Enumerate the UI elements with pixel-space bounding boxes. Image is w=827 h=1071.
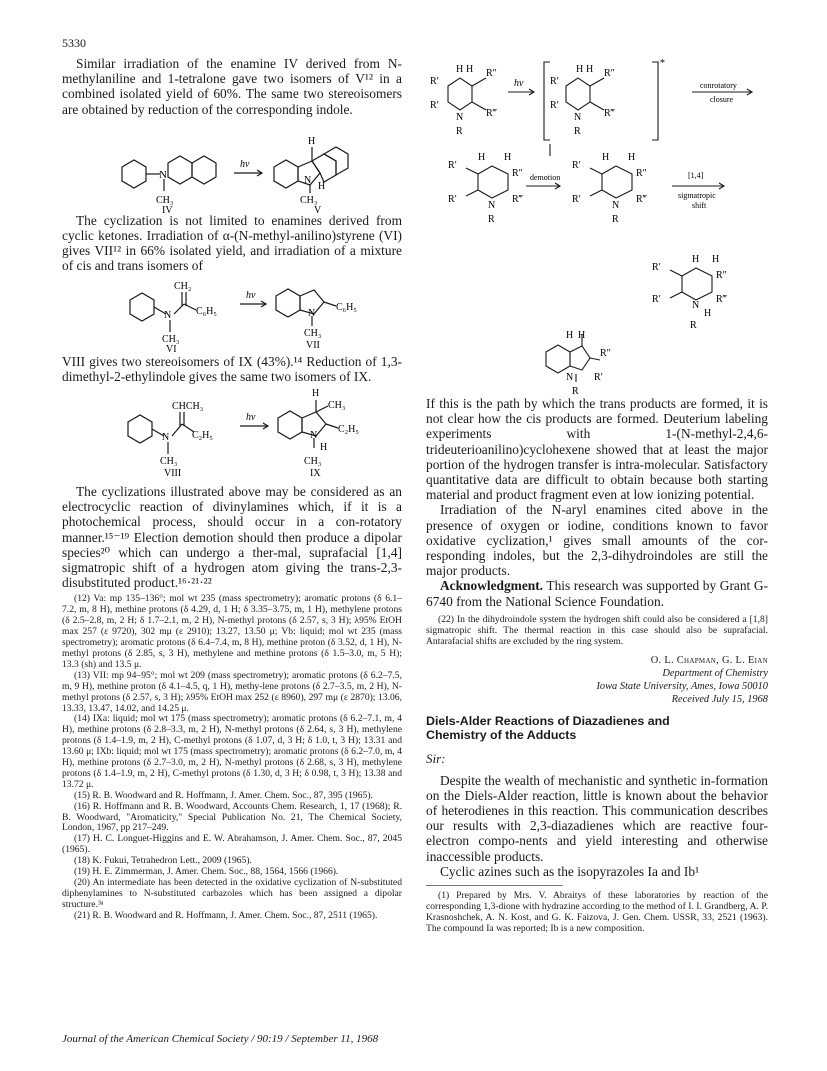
scheme-ex-n: N xyxy=(574,112,582,123)
salutation: Sir: xyxy=(426,750,446,766)
fig1-n-left: N xyxy=(159,168,167,181)
fig2-c6h5-right: C₆H₅ xyxy=(336,301,357,313)
scheme-r3-r: R xyxy=(690,320,697,331)
scheme-shift14: [1,4] xyxy=(688,171,704,180)
footnote-18: (18) K. Fukui, Tetrahedron Lett., 2009 (1965). xyxy=(74,855,252,867)
left-paragraph-4: The cyclizations illustrated above may be considered as an electrocyclic reaction of divinylamines which, if it is a photochemical process, should occur in a con-rotatory manner.¹⁵⁻¹⁹ Election demotion should then produce a dipolar species²⁰ which can undergo a ther-mal, suprafacial [1,4] sigmatropic shift of a hydrogen atom giving the trans-2,3-disubstituted product.¹⁶·²¹·²² xyxy=(62,484,402,591)
fig1-ch3-left: CH₃ xyxy=(156,194,174,206)
mechanism-scheme xyxy=(426,56,768,396)
right-paragraph-1: If this is the path by which the trans products are formed, it is not clear how the cis products are formed. Deuterium labeling experiments with 1-(N-methyl-2,4,6-trideuterioanilino)cyclohexene showed that at least the major portion of the hydrogen transfer is intra-molecular. Satisfactory quantitative data are difficult to obtain because both starting material and product fragment even at low ionizing potential. xyxy=(426,396,768,503)
scheme-r2-rprime: R′ xyxy=(448,160,457,171)
scheme-r3-rprime-b: R′ xyxy=(652,294,661,305)
scheme-r4-rprime: R′ xyxy=(594,372,603,383)
scheme-excited-star: * xyxy=(660,58,665,69)
scheme-closure: closure xyxy=(710,95,734,104)
footnote-15: (15) R. B. Woodward and R. Hoffmann, J. Amer. Chem. Soc., 87, 395 (1965). xyxy=(74,789,373,801)
fig3-ch3-left: CH₃ xyxy=(160,456,178,468)
scheme-ex-rtprime: R‴ xyxy=(604,108,615,119)
scheme-r1-rprime-b: R′ xyxy=(430,100,439,111)
journal-footer: Journal of the American Chemical Society / 90:19 / September 11, 1968 xyxy=(62,1033,379,1045)
scheme-r4-h1: H xyxy=(566,330,574,341)
acknowledgment-text: This research was supported by Grant G-6740 from the National Science Foundation. xyxy=(426,578,768,609)
scheme-hv: hν xyxy=(514,78,524,89)
scheme-demotion: demotion xyxy=(530,173,561,182)
article-title-line-2: Chemistry of the Adducts xyxy=(426,728,577,743)
figure-iv-to-v xyxy=(62,117,402,213)
scheme-r2b-r: R xyxy=(612,214,619,225)
fig1-n-right: N xyxy=(304,174,312,186)
fig2-label-vi: VI xyxy=(166,343,177,354)
scheme-r2b-h2: H xyxy=(628,152,636,163)
scheme-r2b-rprime-b: R′ xyxy=(572,194,581,205)
fig1-hv: hν xyxy=(240,158,250,170)
footnote-1: (1) Prepared by Mrs. V. Abraitys of these laboratories by reaction of the corresponding 1,3-dione with hydrazine according to the method of I. I. Grandberg, A. P. Krasnoshchek, A. N. Kost, and G. K. Faizova, J. Gen. Chem. USSR, 33, 2521 (1963). The compound Ia was reported; Ib is a new composition. xyxy=(426,889,768,934)
fig2-ch2: CH₂ xyxy=(174,280,192,292)
scheme-r2-n: N xyxy=(488,200,496,211)
acknowledgment-label: Acknowledgment. xyxy=(440,578,544,594)
fig1-h-top: H xyxy=(308,135,316,147)
fig3-c2h5-right: C₂H₅ xyxy=(338,424,359,436)
authors: O. L. Chapman, G. L. Eian xyxy=(650,654,768,666)
scheme-r2b-rdprime: R″ xyxy=(636,168,647,179)
fig2-ch3-left: CH₃ xyxy=(162,333,180,345)
university: Iowa State University, Ames, Iowa 50010 xyxy=(596,680,768,692)
scheme-ex-rprime-b: R′ xyxy=(550,100,559,111)
scheme-ex-r: R xyxy=(574,126,581,137)
footnote-16: (16) R. Hoffmann and R. B. Woodward, Accounts Chem. Research, 1, 17 (1968); R. B. Woodward, "Aromaticity," Special Publication No. 21, The Chemical Society, London, 1967, pp 217–249. xyxy=(62,800,402,834)
fig3-chch3: CHCH₃ xyxy=(172,401,204,413)
scheme-r2-rdprime: R″ xyxy=(512,168,523,179)
fig3-ch3-top: CH₃ xyxy=(328,400,346,412)
scheme-ex-rprime: R′ xyxy=(550,76,559,87)
scheme-shift: shift xyxy=(692,201,707,210)
scheme-r1-rdprime: R″ xyxy=(486,68,497,79)
acknowledgment xyxy=(426,578,768,608)
fig1-label-iv: IV xyxy=(162,204,173,213)
footnote-19: (19) H. E. Zimmerman, J. Amer. Chem. Soc., 88, 1564, 1566 (1966). xyxy=(74,866,339,878)
fig3-c2h5-left: C₂H₅ xyxy=(192,430,213,442)
scheme-r2b-rtprime: R‴ xyxy=(636,194,647,205)
fig3-hv: hν xyxy=(246,412,256,424)
scheme-r3-rdprime: R″ xyxy=(716,270,727,281)
fig1-label-v: V xyxy=(314,204,322,213)
scheme-r1-n: N xyxy=(456,112,464,123)
left-paragraph-1: Similar irradiation of the enamine IV derived from N-methylaniline and 1-tetralone gave two isomers of V¹² in a combined isolated yield of 60%. The same two stereoisomers are obtained by reduction of the corresponding indole. xyxy=(62,56,402,117)
fig2-hv: hν xyxy=(246,289,256,301)
footnote-12: (12) Va: mp 135–136°; mol wt 235 (mass spectrometry); aromatic protons (δ 6.1–7.2, m, 8 H), methine protons (δ 4.29, d, 1 H; δ 3.35–3.75, m, 1 H), methylene protons (δ 2.5–2.8, m, 2 H; δ 1.7–2.1, m, 2 H), N-methyl protons (δ 2.57, s, 3 H); λ95% EtOH max 257 (ε 9720), 302 mμ (ε 2910); 13.27, 13.50 μ; Vb: liquid; mol wt 235 (mass spectrometry); aromatic protons (δ 6.4–7.4, m, 8 H), methine proton (δ 3.52, d, 1 H), N-methyl protons (δ 2.85, s, 3 H), methylene and methine protons (δ 1.5–3.0, m, 5 H); 13.3 (sh) and 13.5 μ. xyxy=(62,593,402,670)
footnote-14: (14) IXa: liquid; mol wt 175 (mass spectrometry); aromatic protons (δ 6.2–7.1, m, 4 H), methine protons (δ 2.8–3.3, m, 2 H), N-methyl protons (δ 2.64, s, 3 H), methylene protons (δ 1.4–1.9, m, 2 H), C-methyl protons (δ 1.07, d, 3 H; δ 1.0, t, 3 H); 13.31 and 13.60 μ; IXb: liquid; mol wt 175 (mass spectrometry); aromatic protons (δ 6.2–7.0, m, 4 H), methine protons (δ 2.7–3.0, m, 2 H), N-methyl protons (δ 2.68, s, 3 H), methylene protons (δ 1.4–1.9, m, 2 H), C-methyl protons (δ 1.30, d, 3 H; δ 0.98, t, 3 H); 13.38 and 13.72 μ. xyxy=(62,713,402,790)
fig3-label-viii: VIII xyxy=(164,468,182,480)
scheme-r3-h2: H xyxy=(712,254,720,265)
fig3-h-top: H xyxy=(312,388,320,400)
scheme-r3-h1: H xyxy=(692,254,700,265)
footnote-divider xyxy=(426,885,563,886)
left-column xyxy=(62,56,402,922)
scheme-ex-h1: H xyxy=(576,64,584,75)
received-date: Received July 15, 1968 xyxy=(671,693,768,705)
left-paragraph-2: The cyclization is not limited to enamines derived from cyclic ketones. Irradiation of α-(N-methyl-anilino)styrene (VI) gives VII¹² in 66% isolated yield, and irradiation of a mixture of cis and trans isomers of xyxy=(62,212,402,274)
scheme-ex-h2: H xyxy=(586,64,594,75)
scheme-r2b-n: N xyxy=(612,200,620,211)
scheme-r3-h3: H xyxy=(704,308,712,319)
fig2-ch3-right: CH₃ xyxy=(304,327,322,339)
scheme-r4-rdprime: R″ xyxy=(600,348,611,359)
scheme-r2b-rprime: R′ xyxy=(572,160,581,171)
scheme-sigmatropic: sigmatropic xyxy=(678,191,716,200)
scheme-r2-rtprime: R‴ xyxy=(512,194,523,205)
right-paragraph-3: Despite the wealth of mechanistic and synthetic in-formation on the Diels-Alder reaction, little is known about the behavior of heterodienes in this reaction. This communication describes our results with 2,3-diazadienes which are reactive four-electron compo-nents and yield interesting and otherwise inaccessible products. xyxy=(426,772,768,864)
fig2-n-left: N xyxy=(164,309,172,321)
department: Department of Chemistry xyxy=(662,667,768,679)
right-column xyxy=(426,56,768,935)
footnotes-left xyxy=(62,594,402,921)
scheme-r2-rprime-b: R′ xyxy=(448,194,457,205)
scheme-r3-n: N xyxy=(692,300,700,311)
scheme-r2-r: R xyxy=(488,214,495,225)
fig2-n-right: N xyxy=(308,307,316,319)
right-paragraph-4: Cyclic azines such as the isopyrazoles Ia and Ib¹ xyxy=(440,863,700,879)
fig2-label-vii: VII xyxy=(306,339,320,351)
footnote-13: (13) VII: mp 94–95°; mol wt 209 (mass spectrometry); aromatic protons (δ 6.2–7.5, m, 9 H), methine proton (δ 4.1–4.5, q, 1 H), methy-lene protons (δ 2.7–3.5, m, 2 H), N-methyl protons (δ 2.57, s, 3 H); λ95% EtOH max 252 (ε 8960), 297 mμ (ε 2870); 13.06, 13.33, 13.47, 14.02, and 14.25 μ. xyxy=(62,669,402,714)
scheme-r1-h1: H xyxy=(456,64,464,75)
scheme-r4-h2: H xyxy=(578,330,586,341)
scheme-conrotatory: conrotatory xyxy=(700,81,737,90)
signature-block xyxy=(426,654,768,706)
article-title xyxy=(426,714,768,743)
scheme-r1-h2: H xyxy=(466,64,474,75)
left-paragraph-3: VIII gives two stereoisomers of IX (43%).¹⁴ Reduction of 1,3-dimethyl-2-ethylindole gives the same two isomers of IX. xyxy=(62,353,402,384)
fig3-n-right: N xyxy=(310,430,318,442)
scheme-r1-r: R xyxy=(456,126,463,137)
fig3-label-ix: IX xyxy=(310,468,321,480)
fig3-n-left: N xyxy=(162,432,170,444)
footnote-17: (17) H. C. Longuet-Higgins and E. W. Abrahamson, J. Amer. Chem. Soc., 87, 2045 (1965). xyxy=(62,833,402,856)
scheme-r2-h2: H xyxy=(504,152,512,163)
article-title-line-1: Diels-Alder Reactions of Diazadienes and xyxy=(426,713,670,728)
scheme-ex-rdprime: R″ xyxy=(604,68,615,79)
figure-viii-to-ix xyxy=(62,384,402,484)
scheme-r4-n: N xyxy=(566,372,574,383)
fig1-ch3-right: CH₃ xyxy=(300,194,318,206)
scheme-r2b-h1: H xyxy=(602,152,610,163)
footnote-21: (21) R. B. Woodward and R. Hoffmann, J. Amer. Chem. Soc., 87, 2511 (1965). xyxy=(74,909,378,921)
scheme-r1-rprime: R′ xyxy=(430,76,439,87)
scheme-r3-rprime: R′ xyxy=(652,262,661,273)
fig1-h-mid: H xyxy=(318,180,326,192)
scheme-r1-rtprime: R‴ xyxy=(486,108,497,119)
page-number: 5330 xyxy=(62,36,86,50)
scheme-r4-r: R xyxy=(572,386,579,396)
scheme-r3-rtprime: R‴ xyxy=(716,294,727,305)
figure-vi-to-vii xyxy=(62,274,402,354)
fig3-h-mid: H xyxy=(320,442,328,454)
right-paragraph-2: Irradiation of the N-aryl enamines cited above in the presence of oxygen or iodine, conditions known to favor oxidative cyclization,¹ gives small amounts of the cor-responding indoles, but the 2,3-dihydroindoles are still the major products. xyxy=(426,502,768,579)
scheme-r2-h1: H xyxy=(478,152,486,163)
fig2-c6h5-left: C₆H₅ xyxy=(196,305,217,317)
fig3-ch3-right: CH₃ xyxy=(304,456,322,468)
footnote-22: (22) In the dihydroindole system the hydrogen shift could also be considered a [1,8] sigmatropic shift. The thermal reaction in this case should also be suprafacial. Antarafacial shifts are excluded by the ring system. xyxy=(426,613,768,647)
footnote-20: (20) An intermediate has been detected in the oxidative cyclization of N-substituted diphenylamines to N-substituted carbazoles which has been assigned a dipolar structure.³ᵃ xyxy=(62,877,402,910)
